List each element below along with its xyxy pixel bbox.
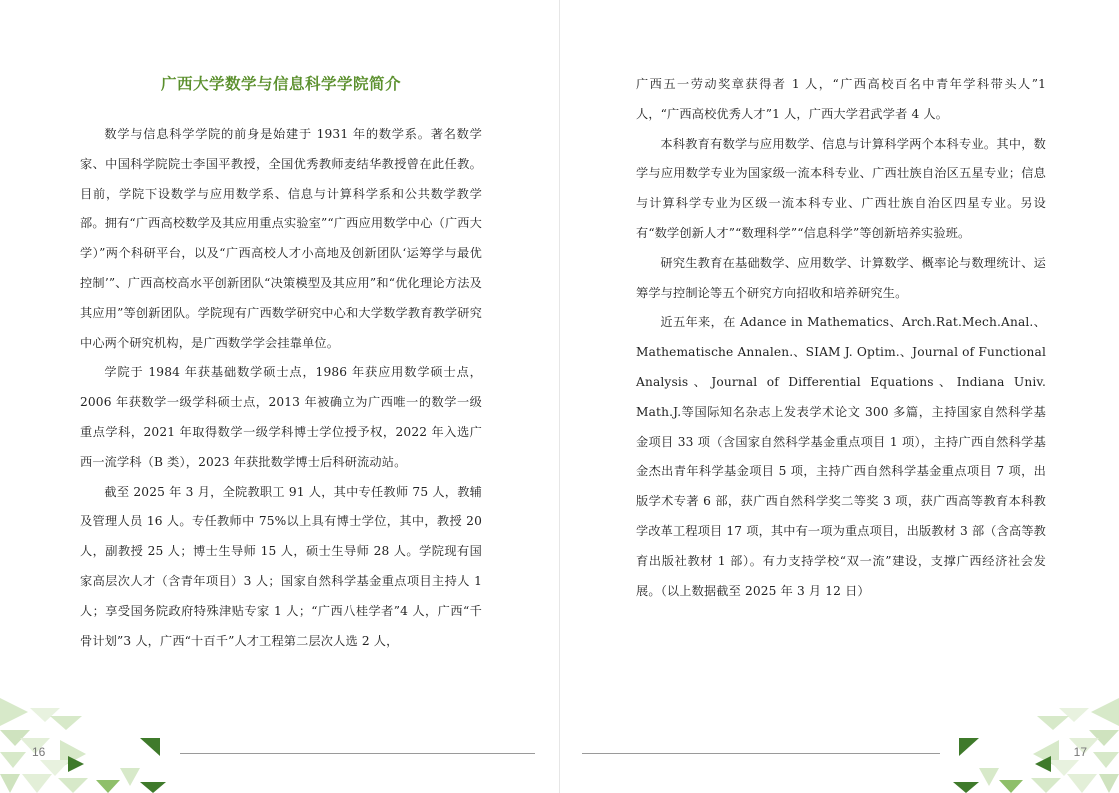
- corner-decoration-left: [0, 690, 180, 793]
- paragraph-undergraduate: 本科教育有数学与应用数学、信息与计算科学两个本科专业。其中，数学与应用数学专业为国家级一流本科专业、广西壮族自治区五星专业；信息与计算科学专业为区级一流本科专业、广西壮族自治区四星专业。另设有“数学创新人才”“数理科学”“信息科学”等创新培养实验班。: [636, 136, 1046, 240]
- paragraph-research: 近五年来，在 Adance in Mathematics、Arch.Rat.Mech.Anal.、Mathematische Annalen.、SIAM J. Optim.、Journal of Functional Analysis、Journal of Differential Equations、Indiana Univ. Math.J.等国际知名杂志上发表学术论文 300 多篇，主持国家自然科学基金项目 33 项（含国家自然科学基金重点项目 1 项），主持广西自然科学基金杰出青年科学基金项目 5 项，主持广西自然科学基金重点项目 7 项，出版学术专著 6 部，获广西自然科学奖二等奖 3 项，获广西高等教育本科教学改革工程项目 17 项，其中有一项为重点项目，出版教材 3 部（含高等教育出版社教材 1 部）。有力支持学校“双一流”建设，支撑广西经济社会发展。（以上数据截至 2025 年 3 月 12 日）: [636, 315, 1046, 598]
- left-page: [0, 0, 559, 793]
- paragraph-degrees: 学院于 1984 年获基础数学硕士点，1986 年获应用数学硕士点，2006 年获数学一级学科硕士点，2013 年被确立为广西唯一的数学一级重点学科，2021 年取得数学一级学科博士学位授予权，2022 年入选广西一流学科（B 类），2023 年获批数学博士后科研流动站。: [80, 365, 482, 469]
- page-number: 17: [1073, 745, 1087, 759]
- paragraph-graduate: 研究生教育在基础数学、应用数学、计算数学、概率论与数理统计、运筹学与控制论等五个研究方向招收和培养研究生。: [636, 255, 1046, 300]
- page-title: 广西大学数学与信息科学学院简介: [160, 75, 401, 93]
- page-number: 16: [32, 745, 46, 759]
- right-page: [560, 0, 1119, 793]
- corner-decoration-right: [939, 690, 1119, 793]
- paragraph-faculty: 截至 2025 年 3 月，全院教职工 91 人，其中专任教师 75 人，教辅及管理人员 16 人。专任教师中 75%以上具有博士学位，其中，教授 20 人，副教授 25 人；博士生导师 15 人，硕士生导师 28 人。学院现有国家高层次人才（含青年项目）3 人；国家自然科学基金重点项目主持人 1 人；享受国务院政府特殊津贴专家 1 人；“广西八桂学者”4 人，广西“千骨计划”3 人，广西“十百千”人才工程第二层次人选 2 人，: [80, 484, 482, 648]
- right-text-column: [636, 70, 1046, 606]
- paragraph-continuation: 广西五一劳动奖章获得者 1 人，“广西高校百名中青年学科带头人”1 人，“广西高校优秀人才”1 人，广西大学君武学者 4 人。: [636, 77, 1046, 121]
- left-text-column: [80, 120, 482, 656]
- footer-divider: [180, 753, 535, 754]
- paragraph-history: 数学与信息科学学院的前身是始建于 1931 年的数学系。著名数学家、中国科学院院士李国平教授，全国优秀教师麦结华教授曾在此任教。目前，学院下设数学与应用数学系、信息与计算科学系和公共数学教学部。拥有“广西高校数学及其应用重点实验室”“广西应用数学中心（广西大学）”两个科研平台，以及“广西高校人才小高地及创新团队‘运筹学与最优控制’”、广西高校高水平创新团队“决策模型及其应用”和“优化理论方法及其应用”等创新团队。学院现有广西数学研究中心和大学数学教育教学研究中心两个研究机构，是广西数学学会挂靠单位。: [80, 127, 482, 350]
- footer-divider: [582, 753, 940, 754]
